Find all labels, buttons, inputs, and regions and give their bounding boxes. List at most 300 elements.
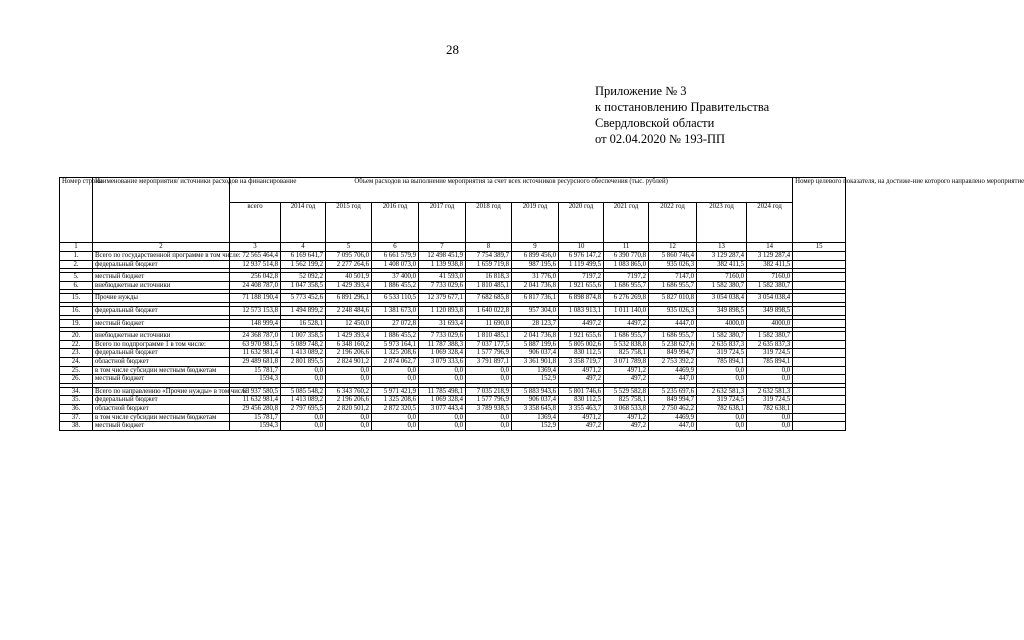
row-total-value: 24 408 787,0: [230, 281, 281, 290]
row-year-value: 957 304,0: [512, 306, 559, 315]
row-year-value: 0,0: [281, 366, 326, 375]
row-year-value: 5 973 164,1: [372, 340, 419, 349]
row-year-value: 0,0: [372, 413, 419, 422]
row-year-value: 1 810 485,1: [466, 281, 512, 290]
row-name: областной бюджет: [93, 404, 230, 413]
row-year-value: 849 994,7: [649, 349, 697, 358]
row-year-value: 7160,0: [747, 273, 793, 282]
row-year-value: 1 413 089,2: [281, 349, 326, 358]
row-year-value: 28 123,7: [512, 319, 559, 328]
row-year-value: 2 248 484,6: [326, 306, 372, 315]
row-name: Всего по направлению «Прочие нужды» в том числе:: [93, 387, 230, 396]
table-row: [60, 260, 846, 269]
row-year-value: 1 413 089,2: [281, 396, 326, 405]
row-year-value: 2 277 264,6: [326, 260, 372, 269]
row-year-value: 7 733 029,6: [419, 332, 466, 341]
row-year-value: 6 976 147,2: [559, 252, 604, 261]
row-year-value: 11 690,0: [466, 319, 512, 328]
row-name: федеральный бюджет: [93, 260, 230, 269]
row-year-value: 349 898,5: [747, 306, 793, 315]
row-year-value: 6 169 641,7: [281, 252, 326, 261]
row-year-value: 830 112,5: [559, 349, 604, 358]
appendix-header: [595, 83, 769, 147]
row-target: [793, 357, 846, 366]
row-name: внебюджетные источники: [93, 332, 230, 341]
row-name: федеральный бюджет: [93, 396, 230, 405]
row-year-value: 319 724,5: [697, 349, 747, 358]
header-year: 2023 год: [697, 203, 747, 243]
row-year-value: 6 348 160,2: [326, 340, 372, 349]
header-name: Наименование мероприятия/ источники расходов на финансирование: [93, 178, 230, 243]
row-number: 1.: [60, 252, 93, 261]
column-number: 8: [466, 243, 512, 252]
header-year: 2024 год: [747, 203, 793, 243]
row-year-value: 7 037 177,5: [466, 340, 512, 349]
row-year-value: 2 635 837,3: [747, 340, 793, 349]
row-number: 22.: [60, 340, 93, 349]
row-year-value: 1 582 380,7: [747, 281, 793, 290]
row-year-value: 5 085 548,2: [281, 387, 326, 396]
row-year-value: 0,0: [466, 413, 512, 422]
row-year-value: 935 026,3: [649, 260, 697, 269]
column-numbers-row: [60, 243, 846, 252]
row-year-value: 31 776,0: [512, 273, 559, 282]
row-year-value: 4497,2: [559, 319, 604, 328]
row-number: 24.: [60, 357, 93, 366]
row-year-value: 7 733 029,6: [419, 281, 466, 290]
row-name: федеральный бюджет: [93, 306, 230, 315]
column-number: 3: [230, 243, 281, 252]
row-total-value: 72 565 464,4: [230, 252, 281, 261]
row-year-value: 6 898 874,8: [559, 294, 604, 303]
row-year-value: 6 390 770,8: [604, 252, 649, 261]
row-year-value: 1 659 719,8: [466, 260, 512, 269]
row-year-value: 3 068 533,8: [604, 404, 649, 413]
row-year-value: 782 638,1: [747, 404, 793, 413]
row-year-value: 7197,2: [604, 273, 649, 282]
table-row: [60, 396, 846, 405]
row-number: 34.: [60, 387, 93, 396]
row-year-value: 6 891 296,1: [326, 294, 372, 303]
row-target: [793, 332, 846, 341]
row-total-value: 29 456 280,8: [230, 404, 281, 413]
row-number: 16.: [60, 306, 93, 315]
row-year-value: 3 789 938,5: [466, 404, 512, 413]
row-year-value: 1 011 140,0: [604, 306, 649, 315]
table-row: [60, 357, 846, 366]
row-year-value: 1 007 358,5: [281, 332, 326, 341]
row-year-value: 0,0: [466, 375, 512, 384]
row-year-value: 497,2: [559, 375, 604, 384]
row-number: 26.: [60, 375, 93, 384]
row-target: [793, 396, 846, 405]
column-number: 12: [649, 243, 697, 252]
row-year-value: 0,0: [419, 422, 466, 431]
table-row: [60, 332, 846, 341]
row-year-value: 16 818,3: [466, 273, 512, 282]
row-year-value: 7197,2: [559, 273, 604, 282]
row-total-value: 15 781,7: [230, 413, 281, 422]
row-year-value: 4447,0: [649, 319, 697, 328]
budget-table: [59, 177, 1024, 431]
row-year-value: 11 787 388,3: [419, 340, 466, 349]
row-year-value: 6 899 456,0: [512, 252, 559, 261]
row-year-value: 3 071 789,8: [604, 357, 649, 366]
row-total-value: 148 999,4: [230, 319, 281, 328]
row-target: [793, 375, 846, 384]
row-year-value: 12 498 451,9: [419, 252, 466, 261]
row-year-value: 497,2: [604, 375, 649, 384]
row-year-value: 37 400,0: [372, 273, 419, 282]
row-year-value: 1369,4: [512, 366, 559, 375]
row-year-value: 382 411,5: [697, 260, 747, 269]
row-year-value: 5 089 748,2: [281, 340, 326, 349]
row-year-value: 1 921 655,6: [559, 281, 604, 290]
table-row: [60, 306, 846, 315]
row-total-value: 71 188 190,4: [230, 294, 281, 303]
row-year-value: 447,0: [649, 375, 697, 384]
row-year-value: 1 047 358,5: [281, 281, 326, 290]
row-year-value: 1 139 938,8: [419, 260, 466, 269]
row-year-value: 5 883 943,6: [512, 387, 559, 396]
column-number: 4: [281, 243, 326, 252]
page-number: 28: [446, 42, 459, 57]
row-year-value: 3 054 038,4: [697, 294, 747, 303]
header-total: всего: [230, 203, 281, 243]
column-number: 9: [512, 243, 559, 252]
row-year-value: 3 129 287,4: [747, 252, 793, 261]
row-year-value: 825 758,1: [604, 349, 649, 358]
row-year-value: 3 129 287,4: [697, 252, 747, 261]
table-row: [60, 404, 846, 413]
row-total-value: 12 573 153,8: [230, 306, 281, 315]
row-year-value: 1 069 328,4: [419, 349, 466, 358]
header-row-no: Номер строки: [60, 178, 93, 243]
row-year-value: 0,0: [372, 422, 419, 431]
row-year-value: 7 682 685,8: [466, 294, 512, 303]
row-target: [793, 306, 846, 315]
row-year-value: 0,0: [747, 375, 793, 384]
row-year-value: 825 758,1: [604, 396, 649, 405]
row-year-value: 7 095 706,0: [326, 252, 372, 261]
row-year-value: 2 196 206,6: [326, 396, 372, 405]
row-year-value: 0,0: [466, 422, 512, 431]
column-number: 1: [60, 243, 93, 252]
row-year-value: 0,0: [326, 366, 372, 375]
row-year-value: 2 824 901,2: [326, 357, 372, 366]
row-target: [793, 319, 846, 328]
row-year-value: 41 593,0: [419, 273, 466, 282]
appendix-line-2: к постановлению Правительства: [595, 100, 770, 114]
row-year-value: 40 501,9: [326, 273, 372, 282]
row-year-value: 1 381 673,0: [372, 306, 419, 315]
row-target: [793, 281, 846, 290]
row-year-value: 1 582 380,7: [747, 332, 793, 341]
row-year-value: 7 035 218,9: [466, 387, 512, 396]
table-row: [60, 252, 846, 261]
row-year-value: 349 898,5: [697, 306, 747, 315]
row-year-value: 6 343 760,2: [326, 387, 372, 396]
row-year-value: 5 238 627,6: [649, 340, 697, 349]
row-name: в том числе субсидии местным бюджетам: [93, 413, 230, 422]
table-row: [60, 340, 846, 349]
row-total-value: 256 042,8: [230, 273, 281, 282]
row-total-value: 12 937 514,8: [230, 260, 281, 269]
row-year-value: 4971,2: [559, 366, 604, 375]
row-year-value: 2 820 501,2: [326, 404, 372, 413]
row-year-value: 5 532 838,8: [604, 340, 649, 349]
row-year-value: 2 797 695,5: [281, 404, 326, 413]
header-year: 2015 год: [326, 203, 372, 243]
appendix-line-4: от 02.04.2020 № 193-ПП: [595, 132, 726, 146]
table-row: [60, 319, 846, 328]
row-total-value: 11 632 981,4: [230, 396, 281, 405]
row-year-value: 4971,2: [604, 366, 649, 375]
row-year-value: 3 054 038,4: [747, 294, 793, 303]
row-year-value: 6 276 269,8: [604, 294, 649, 303]
row-year-value: 785 894,1: [747, 357, 793, 366]
row-year-value: 0,0: [747, 422, 793, 431]
row-year-value: 1 083 865,0: [604, 260, 649, 269]
appendix-line-3: Свердловской области: [595, 116, 715, 130]
row-year-value: 16 528,1: [281, 319, 326, 328]
row-year-value: 0,0: [697, 366, 747, 375]
row-year-value: 5 805 002,6: [559, 340, 604, 349]
row-year-value: 935 026,3: [649, 306, 697, 315]
row-target: [793, 273, 846, 282]
header-year: 2018 год: [466, 203, 512, 243]
row-year-value: 31 693,4: [419, 319, 466, 328]
row-year-value: 319 724,5: [747, 349, 793, 358]
row-number: 36.: [60, 404, 93, 413]
row-target: [793, 252, 846, 261]
row-year-value: 319 724,5: [697, 396, 747, 405]
row-year-value: 4971,2: [559, 413, 604, 422]
table-row: [60, 375, 846, 384]
column-number: 15: [793, 243, 846, 252]
column-number: 6: [372, 243, 419, 252]
row-year-value: 3 079 333,6: [419, 357, 466, 366]
row-year-value: 0,0: [419, 375, 466, 384]
row-year-value: 2 632 581,3: [747, 387, 793, 396]
row-year-value: 785 894,1: [697, 357, 747, 366]
row-year-value: 5 860 746,4: [649, 252, 697, 261]
row-year-value: 0,0: [747, 366, 793, 375]
header-year: 2019 год: [512, 203, 559, 243]
row-year-value: 382 411,5: [747, 260, 793, 269]
table-row: [60, 422, 846, 431]
row-year-value: 5 529 582,8: [604, 387, 649, 396]
table-row: [60, 366, 846, 375]
row-name: местный бюджет: [93, 375, 230, 384]
column-number: 14: [747, 243, 793, 252]
row-name: в том числе субсидии местным бюджетам: [93, 366, 230, 375]
row-year-value: 0,0: [326, 422, 372, 431]
row-name: областной бюджет: [93, 357, 230, 366]
row-total-value: 15 781,7: [230, 366, 281, 375]
row-year-value: 497,2: [604, 422, 649, 431]
row-year-value: 0,0: [697, 413, 747, 422]
row-year-value: 6 817 736,1: [512, 294, 559, 303]
row-number: 2.: [60, 260, 93, 269]
row-name: местный бюджет: [93, 273, 230, 282]
row-total-value: 11 632 981,4: [230, 349, 281, 358]
row-year-value: 0,0: [281, 413, 326, 422]
row-number: 23.: [60, 349, 93, 358]
row-year-value: 0,0: [372, 366, 419, 375]
table-body: [60, 243, 846, 431]
row-year-value: 1 686 955,7: [649, 281, 697, 290]
row-year-value: 906 037,4: [512, 396, 559, 405]
row-year-value: 2 196 206,6: [326, 349, 372, 358]
row-target: [793, 387, 846, 396]
row-name: местный бюджет: [93, 422, 230, 431]
row-number: 35.: [60, 396, 93, 405]
column-number: 5: [326, 243, 372, 252]
row-number: 37.: [60, 413, 93, 422]
column-number: 11: [604, 243, 649, 252]
row-year-value: 2 632 581,3: [697, 387, 747, 396]
table-row: [60, 273, 846, 282]
row-year-value: 7147,0: [649, 273, 697, 282]
row-year-value: 1 429 393,4: [326, 332, 372, 341]
row-year-value: 319 724,5: [747, 396, 793, 405]
row-year-value: 152,9: [512, 422, 559, 431]
row-year-value: 4000,0: [697, 319, 747, 328]
row-year-value: 1369,4: [512, 413, 559, 422]
row-year-value: 1 325 208,6: [372, 349, 419, 358]
row-year-value: 3 077 443,4: [419, 404, 466, 413]
row-year-value: 5 827 010,8: [649, 294, 697, 303]
row-year-value: 152,9: [512, 375, 559, 384]
row-year-value: 2 750 462,2: [649, 404, 697, 413]
row-target: [793, 366, 846, 375]
row-year-value: 1 921 655,6: [559, 332, 604, 341]
row-year-value: 1 408 073,0: [372, 260, 419, 269]
row-year-value: 2 874 062,7: [372, 357, 419, 366]
row-year-value: 1 686 955,7: [604, 281, 649, 290]
row-year-value: 4469,9: [649, 366, 697, 375]
row-year-value: 830 112,5: [559, 396, 604, 405]
appendix-line-1: Приложение № 3: [595, 84, 687, 98]
row-year-value: 849 994,7: [649, 396, 697, 405]
row-year-value: 1 686 955,7: [604, 332, 649, 341]
row-year-value: 0,0: [281, 375, 326, 384]
row-year-value: 3 355 463,7: [559, 404, 604, 413]
header-year: 2020 год: [559, 203, 604, 243]
row-year-value: 1 640 022,8: [466, 306, 512, 315]
row-total-value: 29 489 681,8: [230, 357, 281, 366]
row-year-value: 6 661 579,9: [372, 252, 419, 261]
row-number: 15.: [60, 294, 93, 303]
row-target: [793, 349, 846, 358]
row-year-value: 52 092,2: [281, 273, 326, 282]
row-target: [793, 413, 846, 422]
row-year-value: 2 041 736,8: [512, 281, 559, 290]
row-target: [793, 260, 846, 269]
row-year-value: 1 582 380,7: [697, 332, 747, 341]
row-year-value: 0,0: [281, 422, 326, 431]
row-target: [793, 404, 846, 413]
row-year-value: 12 450,0: [326, 319, 372, 328]
row-target: [793, 340, 846, 349]
row-number: 38.: [60, 422, 93, 431]
row-year-value: 6 533 110,5: [372, 294, 419, 303]
row-year-value: 1 577 796,9: [466, 396, 512, 405]
header-target: Номер целевого показателя, на достиже-ние которого направлено мероприятие: [793, 178, 846, 243]
row-year-value: 1 494 899,2: [281, 306, 326, 315]
row-year-value: 1 582 380,7: [697, 281, 747, 290]
row-name: местный бюджет: [93, 319, 230, 328]
row-year-value: 1 325 208,6: [372, 396, 419, 405]
row-year-value: 2 635 837,3: [697, 340, 747, 349]
row-total-value: 63 970 981,5: [230, 340, 281, 349]
table-row: [60, 413, 846, 422]
row-year-value: 4971,2: [604, 413, 649, 422]
row-year-value: 5 773 452,6: [281, 294, 326, 303]
row-year-value: 2 872 320,5: [372, 404, 419, 413]
row-year-value: 0,0: [326, 375, 372, 384]
row-year-value: 11 785 498,1: [419, 387, 466, 396]
row-number: 6.: [60, 281, 93, 290]
header-year: 2021 год: [604, 203, 649, 243]
row-name: внебюджетные источники: [93, 281, 230, 290]
row-year-value: 4469,9: [649, 413, 697, 422]
table-row: [60, 294, 846, 303]
row-year-value: 1 577 796,9: [466, 349, 512, 358]
row-year-value: 0,0: [419, 366, 466, 375]
row-year-value: 987 195,6: [512, 260, 559, 269]
column-number: 7: [419, 243, 466, 252]
row-year-value: 5 235 697,6: [649, 387, 697, 396]
row-total-value: 63 937 580,5: [230, 387, 281, 396]
row-year-value: 1 119 499,5: [559, 260, 604, 269]
row-year-value: 2 753 392,2: [649, 357, 697, 366]
table-row: [60, 349, 846, 358]
column-number: 2: [93, 243, 230, 252]
row-year-value: 5 887 199,6: [512, 340, 559, 349]
table-row: [60, 387, 846, 396]
row-year-value: 3 791 897,1: [466, 357, 512, 366]
row-year-value: 1 120 893,8: [419, 306, 466, 315]
column-number: 13: [697, 243, 747, 252]
row-year-value: 0,0: [747, 413, 793, 422]
header-year: 2022 год: [649, 203, 697, 243]
header-volume: Объем расходов на выполнение мероприятия за счет всех источников ресурсного обеспечения (тыс. рублей): [230, 178, 793, 203]
row-year-value: 906 037,4: [512, 349, 559, 358]
header-year: 2014 год: [281, 203, 326, 243]
row-year-value: 12 379 677,1: [419, 294, 466, 303]
row-number: 20.: [60, 332, 93, 341]
row-year-value: 782 638,1: [697, 404, 747, 413]
row-year-value: 3 358 645,8: [512, 404, 559, 413]
row-year-value: 4000,0: [747, 319, 793, 328]
row-year-value: 1 810 485,1: [466, 332, 512, 341]
row-number: 5.: [60, 273, 93, 282]
row-name: Всего по подпрограмме 1 в том числе:: [93, 340, 230, 349]
row-year-value: 2 041 736,8: [512, 332, 559, 341]
row-name: Прочие нужды: [93, 294, 230, 303]
row-total-value: 1594,3: [230, 422, 281, 431]
row-year-value: 0,0: [372, 375, 419, 384]
row-year-value: 0,0: [466, 366, 512, 375]
row-target: [793, 422, 846, 431]
row-year-value: 3 358 719,7: [559, 357, 604, 366]
row-year-value: 1 886 455,2: [372, 281, 419, 290]
row-year-value: 1 429 393,4: [326, 281, 372, 290]
row-number: 19.: [60, 319, 93, 328]
header-year: 2016 год: [372, 203, 419, 243]
